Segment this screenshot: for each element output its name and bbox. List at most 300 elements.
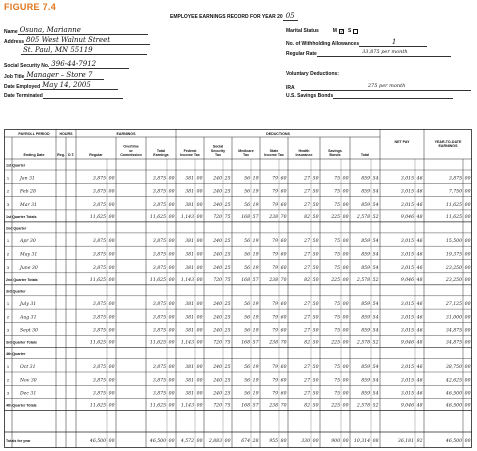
row-date: July 31 (20, 302, 37, 308)
amount-dollars: 859 (361, 189, 370, 195)
address-line2-field (21, 46, 147, 55)
column-header: Total (360, 153, 370, 157)
amount-dollars: 27 (304, 189, 310, 195)
amount-dollars: 381 (185, 365, 194, 370)
column-header: Insurance (295, 153, 313, 157)
amount-dollars: 3,875 (92, 265, 106, 271)
amount-cents: 50 (312, 189, 319, 195)
amount-cents: 60 (280, 302, 287, 308)
address-line2: St. Paul, MN 55119 (21, 46, 147, 55)
amount-cents: 25 (224, 365, 231, 370)
amount-cents: 00 (168, 391, 175, 397)
amount-cents: 00 (196, 315, 203, 321)
amount-cents: 50 (312, 302, 319, 308)
amount-dollars: 3,015 (400, 239, 414, 245)
year-total-dollars: 46,500 (149, 439, 166, 444)
amount-cents: 00 (108, 214, 115, 220)
amount-dollars: 168 (241, 277, 250, 283)
amount-dollars: 56 (244, 302, 250, 308)
amount-cents: 00 (342, 403, 349, 409)
amount-dollars: 3,875 (152, 239, 166, 245)
amount-dollars: 3,875 (92, 176, 106, 182)
amount-dollars: 2,578 (356, 403, 370, 409)
row-number: 1 (6, 175, 10, 181)
amount-dollars: 79 (272, 328, 278, 334)
amount-dollars: 3,015 (400, 176, 414, 182)
amount-dollars: 82 (304, 340, 310, 346)
amount-cents: 54 (372, 189, 379, 195)
amount-cents: 60 (280, 252, 287, 258)
amount-dollars: 3,875 (152, 189, 166, 195)
amount-dollars: 240 (213, 189, 222, 195)
amount-dollars: 859 (361, 315, 370, 321)
amount-cents: 60 (280, 239, 287, 245)
amount-dollars: 1,143 (180, 403, 194, 409)
amount-cents: 46 (416, 189, 423, 195)
amount-cents: 00 (108, 403, 115, 409)
row-number: 3 (6, 201, 10, 207)
amount-cents: 00 (108, 365, 115, 370)
amount-cents: 00 (196, 189, 203, 195)
date-employed-field (4, 81, 118, 90)
amount-dollars: 82 (304, 403, 310, 409)
amount-cents: 52 (372, 403, 379, 409)
amount-cents: 00 (464, 239, 471, 245)
column-header: EARNINGS (438, 144, 458, 149)
amount-cents: 25 (224, 315, 231, 321)
amount-cents: 46 (416, 239, 423, 245)
amount-cents: 00 (168, 176, 175, 182)
amount-cents: 25 (224, 252, 231, 258)
year-total-dollars: 955 (269, 439, 278, 444)
amount-dollars: 56 (244, 265, 250, 271)
column-header: Health (298, 148, 310, 153)
amount-cents: 25 (224, 328, 231, 334)
amount-dollars: 34,875 (445, 340, 462, 346)
amount-cents: 50 (312, 265, 319, 271)
amount-cents: 00 (168, 315, 175, 321)
amount-dollars: 11,625 (149, 403, 166, 409)
amount-dollars: 56 (244, 252, 250, 258)
amount-dollars: 79 (272, 315, 278, 321)
amount-cents: 48 (416, 403, 423, 409)
amount-dollars: 3,875 (152, 302, 166, 308)
amount-cents: 00 (196, 277, 203, 283)
amount-dollars: 27 (304, 315, 310, 321)
amount-cents: 50 (312, 277, 319, 283)
amount-cents: 00 (196, 176, 203, 182)
amount-dollars: 3,015 (400, 189, 414, 195)
marital-status-field (286, 28, 359, 34)
name-label: Name (4, 29, 18, 35)
amount-cents: 00 (168, 378, 175, 384)
amount-cents: 60 (280, 315, 287, 321)
amount-dollars: 46,500 (445, 391, 462, 397)
amount-cents: 60 (280, 378, 287, 384)
amount-cents: 00 (342, 239, 349, 245)
amount-cents: 00 (168, 202, 175, 208)
employee-name: Osuna, Marianne (18, 26, 148, 35)
amount-dollars: 381 (185, 239, 194, 245)
amount-dollars: 11,625 (89, 340, 106, 346)
column-header: Savings (328, 148, 342, 153)
amount-dollars: 1,143 (180, 277, 194, 283)
name-field (4, 26, 148, 35)
amount-dollars: 3,875 (152, 202, 166, 208)
amount-dollars: 225 (331, 214, 340, 220)
column-header: Ending Date (23, 153, 45, 157)
amount-cents: 46 (416, 302, 423, 308)
amount-cents: 50 (312, 202, 319, 208)
column-header: Commission (120, 153, 142, 157)
amount-dollars: 19,375 (445, 252, 462, 258)
amount-dollars: 859 (361, 378, 370, 384)
date-terminated-label: Date Terminated (4, 93, 43, 99)
column-header: YEAR-TO-DATE (434, 140, 462, 144)
amount-dollars: 23,250 (445, 265, 462, 271)
amount-dollars: 238 (269, 403, 278, 409)
amount-cents: 00 (464, 403, 471, 409)
amount-cents: 00 (342, 202, 349, 208)
year-total-dollars: 4,572 (180, 439, 194, 444)
amount-dollars: 3,015 (400, 315, 414, 321)
amount-cents: 75 (224, 403, 231, 409)
amount-cents: 00 (168, 189, 175, 195)
amount-cents: 19 (252, 302, 259, 308)
year-total-cents: 00 (464, 439, 471, 444)
amount-dollars: 240 (213, 302, 222, 308)
amount-dollars: 79 (272, 239, 278, 245)
amount-dollars: 56 (244, 239, 250, 245)
amount-cents: 00 (464, 176, 471, 182)
figure-label: FIGURE 7.4 (4, 2, 57, 12)
amount-dollars: 238 (269, 340, 278, 346)
amount-cents: 00 (464, 302, 471, 308)
amount-dollars: 240 (213, 378, 222, 384)
amount-dollars: 15,500 (445, 239, 462, 245)
amount-cents: 46 (416, 365, 423, 370)
amount-dollars: 240 (213, 315, 222, 321)
amount-dollars: 11,625 (89, 214, 106, 220)
header-hours: HOURS (59, 132, 73, 136)
year-total-cents: 00 (196, 439, 203, 444)
column-header: Income Tax (264, 153, 284, 157)
amount-dollars: 381 (185, 252, 194, 258)
amount-dollars: 79 (272, 176, 278, 182)
amount-dollars: 720 (213, 340, 222, 346)
year-total-cents: 00 (168, 439, 175, 444)
amount-cents: 00 (464, 214, 471, 220)
amount-cents: 50 (312, 214, 319, 220)
amount-cents: 00 (168, 214, 175, 220)
amount-cents: 00 (464, 189, 471, 195)
header-earnings: EARNINGS (116, 132, 136, 136)
column-header: Earnings (153, 153, 169, 157)
amount-cents: 00 (342, 189, 349, 195)
year-total-cents: 00 (108, 439, 115, 444)
amount-dollars: 859 (361, 176, 370, 182)
amount-cents: 00 (196, 302, 203, 308)
amount-cents: 00 (342, 378, 349, 384)
amount-dollars: 381 (185, 302, 194, 308)
column-header: Medicare (238, 148, 254, 153)
amount-dollars: 720 (213, 214, 222, 220)
row-number: 3 (6, 327, 10, 333)
marital-m-label: M (332, 28, 337, 34)
amount-dollars: 381 (185, 202, 194, 208)
amount-dollars: 240 (213, 239, 222, 245)
row-date: Aug 31 (20, 315, 37, 321)
amount-cents: 46 (416, 315, 423, 321)
amount-dollars: 27,125 (445, 302, 462, 308)
amount-dollars: 240 (213, 176, 222, 182)
amount-dollars: 75 (334, 189, 340, 195)
amount-dollars: 9,046 (400, 214, 414, 220)
ssn-value: 396-44-7912 (49, 60, 129, 69)
amount-dollars: 3,875 (152, 176, 166, 182)
amount-dollars: 3,875 (92, 378, 106, 384)
amount-dollars: 9,046 (400, 340, 414, 346)
amount-dollars: 11,625 (149, 340, 166, 346)
amount-dollars: 381 (185, 189, 194, 195)
amount-dollars: 56 (244, 315, 250, 321)
amount-dollars: 168 (241, 214, 250, 220)
amount-cents: 00 (168, 302, 175, 308)
amount-dollars: 75 (334, 328, 340, 334)
voluntary-deductions-label (286, 71, 339, 77)
amount-cents: 57 (252, 340, 259, 346)
amount-cents: 54 (372, 328, 379, 334)
amount-dollars: 240 (213, 391, 222, 397)
amount-dollars: 56 (244, 391, 250, 397)
amount-dollars: 27 (304, 176, 310, 182)
amount-cents: 00 (108, 176, 115, 182)
amount-cents: 00 (464, 202, 471, 208)
amount-cents: 00 (464, 340, 471, 346)
year-total-cents: 80 (280, 439, 287, 444)
amount-cents: 54 (372, 365, 379, 370)
amount-cents: 52 (372, 277, 379, 283)
row-number: 1 (6, 364, 10, 369)
amount-cents: 25 (224, 239, 231, 245)
column-header: or (129, 148, 133, 153)
amount-cents: 00 (342, 391, 349, 397)
amount-dollars: 82 (304, 277, 310, 283)
amount-cents: 50 (312, 340, 319, 346)
amount-cents: 60 (280, 202, 287, 208)
form-title-text: EMPLOYEE EARNINGS RECORD FOR YEAR 20 (170, 14, 283, 20)
column-header: Tax (215, 153, 221, 157)
ira-label: IRA (286, 85, 295, 91)
ssn-field (4, 60, 129, 69)
ssn-label: Social Security No. (4, 63, 50, 69)
column-header: Overtime (123, 144, 139, 149)
amount-cents: 57 (252, 403, 259, 409)
row-date: Dec 31 (20, 391, 37, 397)
year-total-dollars: 674 (241, 439, 250, 444)
amount-dollars: 859 (361, 265, 370, 271)
amount-cents: 00 (342, 302, 349, 308)
amount-dollars: 3,015 (400, 302, 414, 308)
amount-cents: 52 (372, 214, 379, 220)
amount-dollars: 859 (361, 391, 370, 397)
year-total-cents: 92 (416, 439, 423, 444)
amount-cents: 19 (252, 189, 259, 195)
address-label: Address (4, 39, 25, 45)
amount-dollars: 225 (331, 403, 340, 409)
amount-dollars: 3,875 (92, 189, 106, 195)
amount-dollars: 238 (269, 214, 278, 220)
amount-cents: 25 (224, 391, 231, 397)
address-line1: 805 West Walnut Street (24, 36, 150, 45)
amount-cents: 00 (196, 202, 203, 208)
amount-cents: 70 (280, 214, 287, 220)
amount-cents: 00 (108, 252, 115, 258)
amount-dollars: 3,875 (152, 252, 166, 258)
amount-cents: 00 (168, 340, 175, 346)
amount-dollars: 240 (213, 252, 222, 258)
amount-cents: 00 (342, 365, 349, 370)
column-header: Reg. (57, 153, 65, 157)
amount-cents: 60 (280, 365, 287, 370)
amount-dollars: 225 (331, 340, 340, 346)
column-header: Tax (243, 153, 249, 157)
amount-dollars: 75 (334, 252, 340, 258)
amount-dollars: 3,875 (92, 239, 106, 245)
amount-dollars: 11,625 (149, 214, 166, 220)
amount-cents: 00 (464, 277, 471, 283)
amount-cents: 19 (252, 202, 259, 208)
amount-dollars: 240 (213, 202, 222, 208)
year-total-cents: 28 (252, 439, 259, 444)
amount-dollars: 240 (213, 365, 222, 370)
row-label: 2nd Quarter Totals (6, 277, 38, 282)
savings-bonds-field (286, 93, 453, 99)
column-header: Security (210, 148, 226, 153)
amount-dollars: 1,143 (180, 340, 194, 346)
amount-cents: 00 (196, 239, 203, 245)
amount-dollars: 381 (185, 265, 194, 271)
amount-dollars: 56 (244, 202, 250, 208)
amount-cents: 54 (372, 315, 379, 321)
regular-rate-label: Regular Rate (286, 51, 317, 57)
amount-dollars: 3,875 (92, 328, 106, 334)
allowances-field (286, 38, 427, 47)
amount-cents: 70 (280, 340, 287, 346)
column-header: Regular (89, 153, 103, 157)
regular-rate-value: 33,875 per month (317, 48, 451, 57)
column-header: Total (156, 148, 166, 153)
amount-dollars: 56 (244, 365, 250, 370)
amount-dollars: 79 (272, 252, 278, 258)
amount-cents: 00 (342, 214, 349, 220)
amount-cents: 75 (224, 277, 231, 283)
amount-cents: 19 (252, 265, 259, 271)
amount-cents: 00 (108, 340, 115, 346)
date-employed-value: May 14, 2005 (40, 81, 118, 90)
amount-cents: 00 (108, 302, 115, 308)
amount-dollars: 31,000 (445, 315, 462, 321)
amount-dollars: 75 (334, 315, 340, 321)
row-number: 2 (6, 377, 10, 383)
voluntary-deductions-text: Voluntary Deductions: (286, 71, 339, 77)
amount-dollars: 75 (334, 365, 340, 370)
year-total-dollars: 330 (301, 439, 310, 444)
amount-dollars: 75 (334, 265, 340, 271)
row-label: 4th Quarter Totals (6, 403, 37, 408)
amount-dollars: 3,875 (448, 176, 462, 182)
ira-field (286, 82, 471, 91)
amount-dollars: 859 (361, 328, 370, 334)
amount-cents: 52 (372, 340, 379, 346)
amount-cents: 57 (252, 277, 259, 283)
amount-dollars: 56 (244, 189, 250, 195)
section-title: 1st Quarter (6, 163, 26, 168)
section-title: 2nd Quarter (6, 226, 27, 231)
date-terminated-value (43, 98, 123, 99)
amount-dollars: 3,015 (400, 202, 414, 208)
amount-dollars: 9,046 (400, 277, 414, 283)
amount-dollars: 79 (272, 302, 278, 308)
amount-cents: 00 (196, 378, 203, 384)
row-date: Mar 31 (20, 202, 37, 208)
amount-cents: 60 (280, 176, 287, 182)
year-total-cents: 08 (372, 439, 379, 444)
year-total-cents: 00 (342, 439, 349, 444)
amount-cents: 46 (416, 252, 423, 258)
amount-cents: 19 (252, 252, 259, 258)
amount-dollars: 79 (272, 265, 278, 271)
earnings-ledger-grid (4, 129, 472, 448)
amount-dollars: 3,875 (152, 365, 166, 370)
row-date: Jan 31 (20, 176, 35, 182)
amount-dollars: 3,875 (152, 265, 166, 271)
amount-dollars: 11,625 (445, 202, 462, 208)
amount-dollars: 381 (185, 328, 194, 334)
amount-cents: 60 (280, 189, 287, 195)
amount-dollars: 3,875 (92, 365, 106, 370)
amount-dollars: 168 (241, 340, 250, 346)
amount-cents: 00 (168, 252, 175, 258)
amount-cents: 00 (196, 391, 203, 397)
year-total-dollars: 2,883 (208, 439, 222, 444)
amount-dollars: 3,015 (400, 328, 414, 334)
amount-dollars: 168 (241, 403, 250, 409)
column-header: O.T. (67, 153, 75, 157)
amount-dollars: 11,625 (89, 403, 106, 409)
amount-cents: 54 (372, 252, 379, 258)
amount-dollars: 56 (244, 378, 250, 384)
year-total-dollars: 36,181 (397, 439, 414, 444)
amount-dollars: 56 (244, 328, 250, 334)
amount-dollars: 3,015 (400, 378, 414, 384)
amount-dollars: 38,750 (445, 365, 462, 370)
amount-cents: 50 (312, 239, 319, 245)
amount-dollars: 75 (334, 239, 340, 245)
amount-dollars: 23,250 (445, 277, 462, 283)
amount-dollars: 79 (272, 391, 278, 397)
amount-cents: 25 (224, 189, 231, 195)
amount-cents: 00 (168, 265, 175, 271)
amount-cents: 19 (252, 239, 259, 245)
amount-cents: 48 (416, 340, 423, 346)
amount-cents: 50 (312, 315, 319, 321)
marital-s-checkbox (353, 29, 358, 34)
amount-cents: 00 (108, 391, 115, 397)
amount-cents: 54 (372, 378, 379, 384)
job-title-label: Job Title (4, 74, 25, 80)
amount-dollars: 3,015 (400, 365, 414, 370)
